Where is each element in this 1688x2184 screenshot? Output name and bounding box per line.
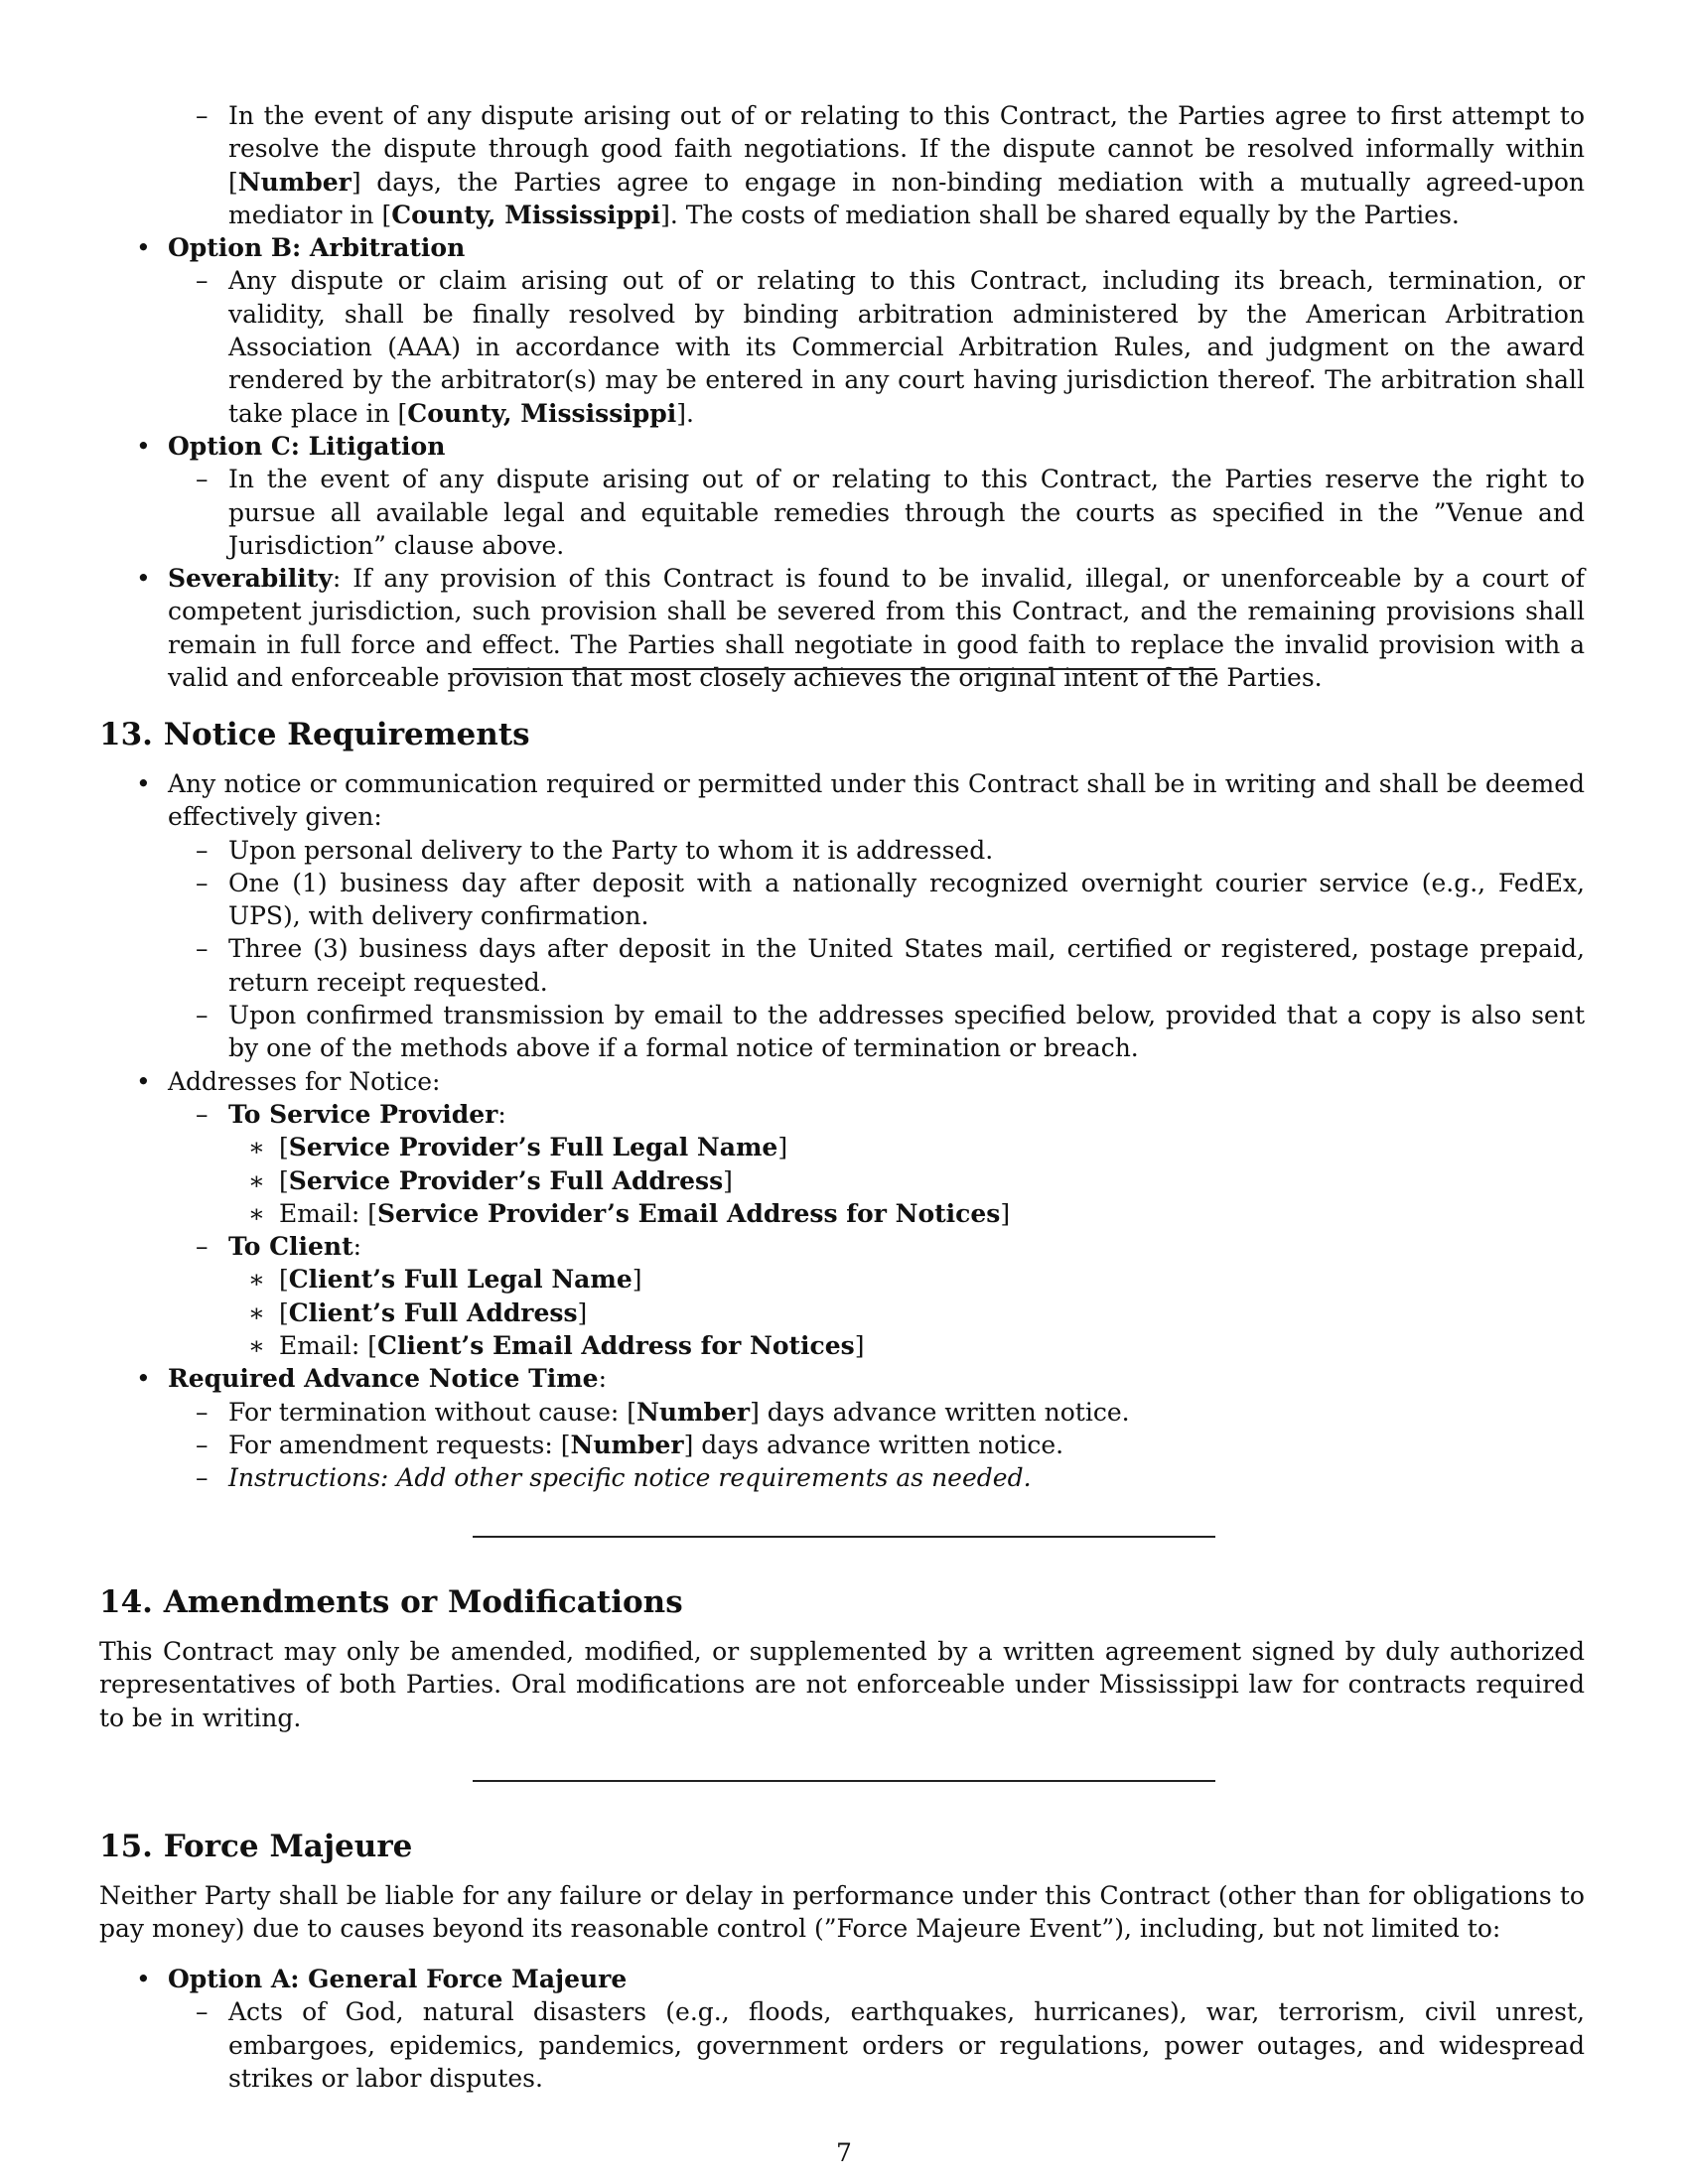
delivery-method-text: Upon personal delivery to the Party to whom it is addressed. bbox=[228, 835, 994, 865]
bullet-marker: • bbox=[136, 1066, 151, 1096]
mediation-text: In the event of any dispute arising out of or relating to this Contract, the Parties agree to first attempt to resolve the dispute through good faith negotiations. If the dispute cannot be resolved informally within [ bbox=[228, 101, 1585, 197]
advance-notice-text: ] days advance written notice. bbox=[683, 1430, 1064, 1459]
dash-marker: – bbox=[196, 1997, 209, 2027]
bullet-marker: • bbox=[136, 431, 151, 461]
arbitration-item bbox=[0, 264, 1688, 429]
address-line: ∗ [Client’s Full Legal Name] bbox=[0, 1263, 1688, 1296]
delivery-method-item bbox=[0, 999, 1688, 1065]
dash-marker: – bbox=[196, 1232, 209, 1262]
asterisk-marker: ∗ bbox=[248, 1165, 265, 1195]
address-line: ∗ [Client’s Full Address] bbox=[0, 1297, 1688, 1329]
addresses-title: Addresses for Notice: bbox=[168, 1066, 441, 1096]
addresses-item bbox=[0, 1065, 1688, 1098]
delivery-method-item bbox=[0, 867, 1688, 933]
advance-notice-title: Required Advance Notice Time bbox=[168, 1364, 599, 1394]
litigation-item bbox=[0, 463, 1688, 562]
asterisk-marker: ∗ bbox=[248, 1265, 265, 1295]
advance-notice-item: • Required Advance Notice Time: bbox=[0, 1362, 1688, 1395]
notice-intro-text: Any notice or communication required or permitted under this Contract shall be in writing and shall be deemed effectively given: bbox=[168, 769, 1585, 832]
section-13-heading: 13. Notice Requirements bbox=[99, 717, 530, 752]
general-force-majeure-item bbox=[0, 1995, 1688, 2095]
severability-text: : If any provision of this Contract is found to be invalid, illegal, or unenforceable by a court of competent jurisdiction, such provision shall be severed from this Contract, and the remaining provisions shall remain in full force and effect. The Parties shall negotiate in good faith to replace the invalid provision with a valid and enforceable provision that most closely achieves the original intent of the Parties. bbox=[168, 564, 1585, 693]
section-divider bbox=[473, 1780, 1215, 1782]
mediation-item bbox=[0, 99, 1688, 231]
mediation-text-3: ]. The costs of mediation shall be shared equally by the Parties. bbox=[660, 200, 1460, 229]
advance-notice-text: ] days advance written notice. bbox=[750, 1397, 1130, 1427]
client-name-placeholder: Client’s Full Legal Name bbox=[288, 1265, 633, 1295]
section-15-text: Neither Party shall be liable for any failure or delay in performance under this Contract (other than for obligations to pay money) due to causes beyond its reasonable control (”Force Majeure Event”), including, but not limited to: bbox=[99, 1881, 1585, 1944]
section-divider bbox=[473, 1536, 1215, 1538]
option-c-item bbox=[0, 430, 1688, 463]
advance-notice-line bbox=[0, 1396, 1688, 1429]
section-divider bbox=[473, 668, 1215, 670]
asterisk-marker: ∗ bbox=[248, 1297, 265, 1327]
delivery-method-text: One (1) business day after deposit with a nationally recognized overnight courier service (e.g., FedEx, UPS), with delivery confirmation. bbox=[228, 868, 1585, 931]
severability-item bbox=[0, 562, 1688, 694]
force-majeure-list bbox=[0, 1963, 1688, 2095]
arbitration-end: ]. bbox=[676, 398, 694, 428]
dash-marker: – bbox=[196, 1463, 209, 1493]
dash-marker: – bbox=[196, 835, 209, 865]
asterisk-marker: ∗ bbox=[248, 1331, 265, 1361]
address-line: ∗ [Service Provider’s Full Legal Name] bbox=[0, 1131, 1688, 1163]
instructions-text: Instructions: Add other specific notice requirements as needed. bbox=[228, 1463, 1032, 1493]
asterisk-marker: ∗ bbox=[248, 1133, 265, 1162]
client-email-placeholder: Client’s Email Address for Notices bbox=[376, 1331, 855, 1361]
section-14-text: This Contract may only be amended, modified, or supplemented by a written agreement signed by duly authorized representatives of both Parties. Oral modifications are not enforceable under Mississippi law for contracts required to be in writing. bbox=[99, 1637, 1585, 1732]
address-line: ∗ [Service Provider’s Full Address] bbox=[0, 1164, 1688, 1197]
section-14-heading: 14. Amendments or Modifications bbox=[99, 1584, 683, 1620]
dispute-resolution-block bbox=[0, 99, 1688, 694]
option-b-item bbox=[0, 231, 1688, 264]
dash-marker: – bbox=[196, 868, 209, 897]
section-15-heading: 15. Force Majeure bbox=[99, 1829, 413, 1864]
advance-notice-text: For termination without cause: [ bbox=[228, 1397, 637, 1427]
dash-marker: – bbox=[196, 266, 209, 296]
dash-marker: – bbox=[196, 1001, 209, 1030]
delivery-method-text: Upon confirmed transmission by email to the addresses specified below, provided that a copy is also sent by one of the methods above if a formal notice of termination or breach. bbox=[228, 1001, 1585, 1063]
bullet-marker: • bbox=[136, 769, 151, 798]
arbitration-text: Any dispute or claim arising out of or relating to this Contract, including its breach, termination, or validity, shall be finally resolved by binding arbitration administered by the American Arbitration Association (AAA) in accordance with its Commercial Arbitration Rules, and judgment on the award rendered by the arbitrator(s) may be entered in any court having jurisdiction thereof. The arbitration shall take place in [ bbox=[228, 266, 1585, 428]
page-number: 7 bbox=[836, 2138, 852, 2167]
dash-marker: – bbox=[196, 1430, 209, 1459]
severability-title: Severability bbox=[168, 564, 333, 594]
advance-notice-line bbox=[0, 1461, 1688, 1494]
to-service-provider-item: – To Service Provider: bbox=[0, 1098, 1688, 1131]
delivery-method-item bbox=[0, 834, 1688, 867]
address-line: ∗ Email: [Service Provider’s Email Address for Notices] bbox=[0, 1197, 1688, 1230]
notice-intro-item bbox=[0, 767, 1688, 834]
dash-marker: – bbox=[196, 1099, 209, 1129]
bullet-marker: • bbox=[136, 564, 151, 594]
asterisk-marker: ∗ bbox=[248, 1198, 265, 1228]
sp-name-placeholder: Service Provider’s Full Legal Name bbox=[288, 1133, 778, 1162]
bullet-marker: • bbox=[136, 1965, 151, 1993]
option-b-title: Option B: Arbitration bbox=[168, 233, 466, 263]
bullet-marker: • bbox=[136, 233, 151, 263]
delivery-method-text: Three (3) business days after deposit in the United States mail, certified or registered, postage prepaid, return receipt requested. bbox=[228, 934, 1585, 997]
dash-marker: – bbox=[196, 934, 209, 964]
advance-notice-line bbox=[0, 1429, 1688, 1461]
dash-marker: – bbox=[196, 465, 209, 494]
to-service-provider-label: To Service Provider bbox=[228, 1099, 498, 1129]
mediation-text-2: ] days, the Parties agree to engage in non-binding mediation with a mutually agreed-upon mediator in [ bbox=[228, 167, 1585, 229]
sp-email-placeholder: Service Provider’s Email Address for Notices bbox=[376, 1198, 1001, 1228]
notice-requirements-list bbox=[0, 767, 1688, 1495]
delivery-method-item bbox=[0, 932, 1688, 999]
option-a-title: Option A: General Force Majeure bbox=[168, 1965, 628, 1993]
placeholder-number: Number bbox=[237, 167, 352, 197]
dash-marker: – bbox=[196, 101, 209, 130]
placeholder-number: Number bbox=[570, 1430, 684, 1459]
client-address-placeholder: Client’s Full Address bbox=[288, 1297, 578, 1327]
to-client-item: – To Client: bbox=[0, 1230, 1688, 1263]
dash-marker: – bbox=[196, 1397, 209, 1427]
address-line: ∗ Email: [Client’s Email Address for Notices] bbox=[0, 1329, 1688, 1362]
email-label: Email: [ bbox=[279, 1331, 377, 1361]
placeholder-county: County, Mississippi bbox=[407, 398, 677, 428]
option-c-title: Option C: Litigation bbox=[168, 431, 446, 461]
litigation-text: In the event of any dispute arising out of or relating to this Contract, the Parties reserve the right to pursue all available legal and equitable remedies through the courts as specified in the ”Venue and Jurisdiction” clause above. bbox=[228, 465, 1585, 560]
placeholder-county: County, Mississippi bbox=[391, 200, 661, 229]
sp-address-placeholder: Service Provider’s Full Address bbox=[288, 1165, 724, 1195]
advance-notice-text: For amendment requests: [ bbox=[228, 1430, 571, 1459]
email-label: Email: [ bbox=[279, 1198, 377, 1228]
bullet-marker: • bbox=[136, 1364, 151, 1394]
general-force-majeure-text: Acts of God, natural disasters (e.g., floods, earthquakes, hurricanes), war, terrorism, civil unrest, embargoes, epidemics, pandemics, government orders or regulations, power outages, and widespread strikes or labor disputes. bbox=[228, 1997, 1585, 2093]
to-client-label: To Client bbox=[228, 1232, 353, 1262]
option-a-item bbox=[0, 1963, 1688, 1995]
placeholder-number: Number bbox=[636, 1397, 751, 1427]
